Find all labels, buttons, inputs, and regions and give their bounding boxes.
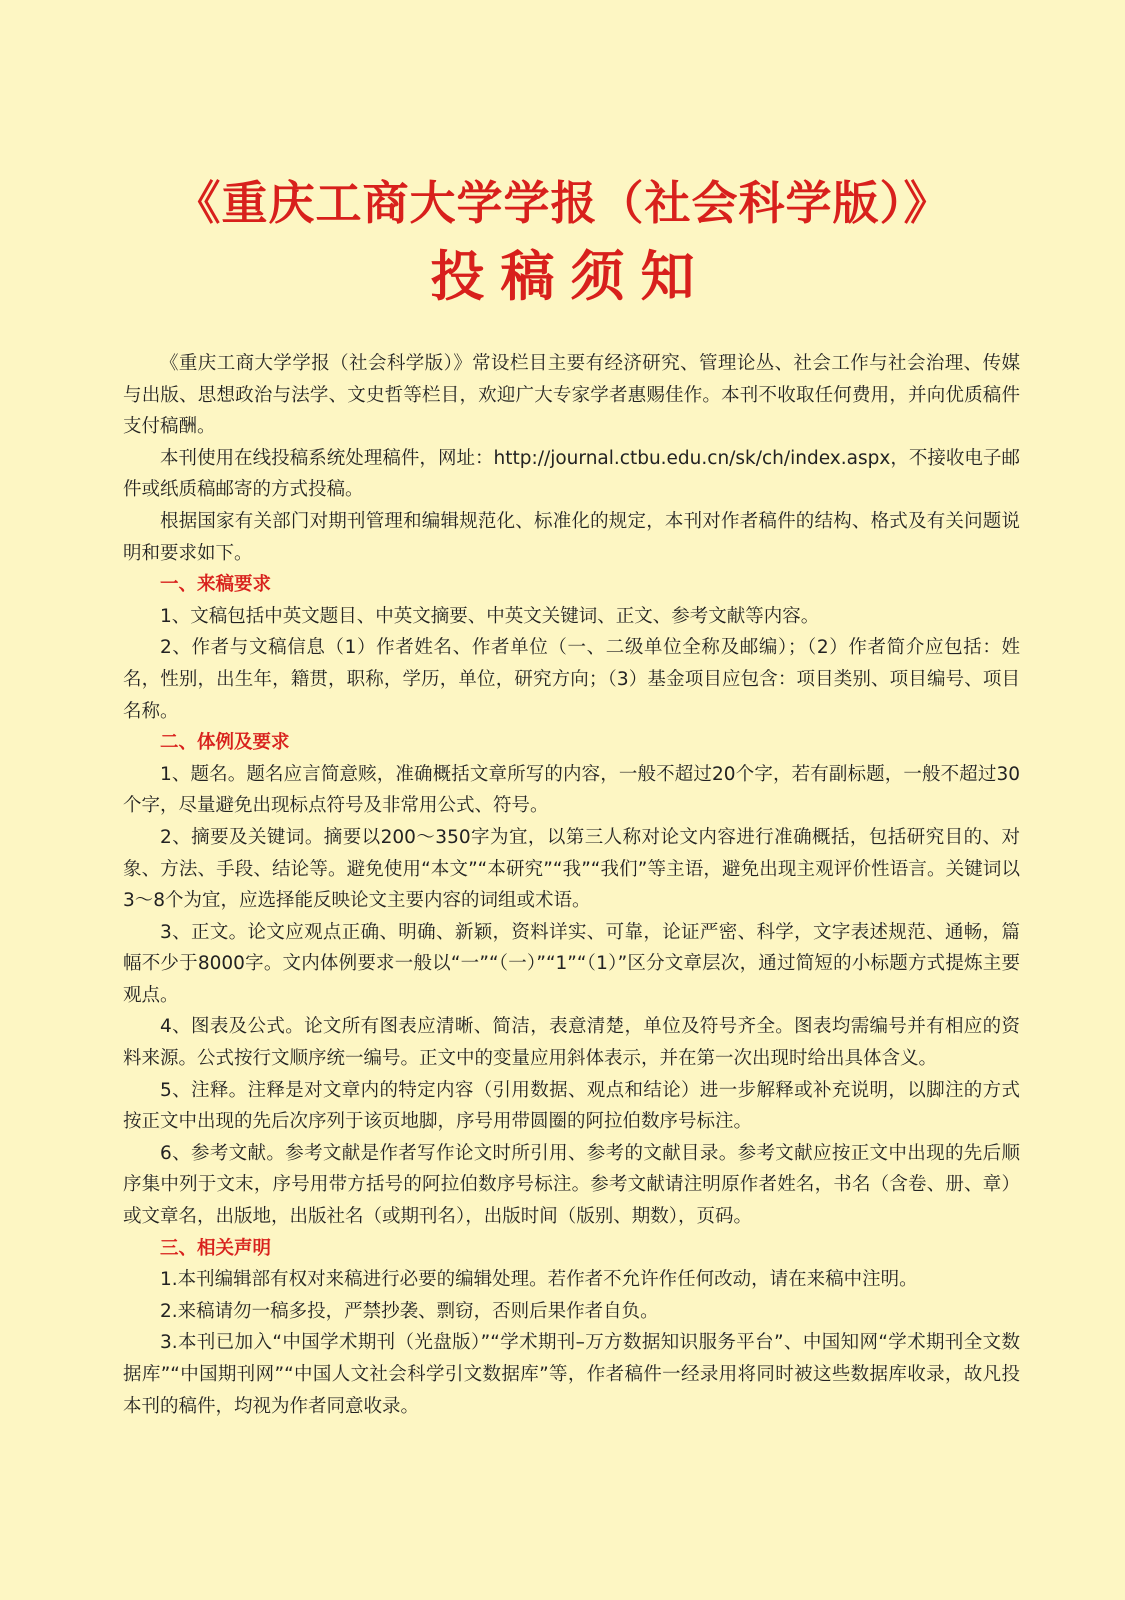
journal-title: 《重庆工商大学学报（社会科学版）》 (174, 176, 951, 230)
section-item: 1、题名。题名应言简意赅，准确概括文章所写的内容，一般不超过20个字，若有副标题，一般不超过30个字，尽量避免出现标点符号及非常用公式、符号。 (123, 763, 1020, 817)
section-item: 4、图表及公式。论文所有图表应清晰、简洁，表意清楚，单位及符号齐全。图表均需编号并有相应的资料来源。公式按行文顺序统一编号。正文中的变量应用斜体表示，并在第一次出现时给出具体含义。 (123, 1016, 1020, 1070)
section-item: 3、正文。论文应观点正确、明确、新颖，资料详实、可靠，论证严密、科学，文字表述规范、通畅，篇幅不少于8000字。文内体例要求一般以“一”“（一）”“1”“（1）”区分文章层次，通过简短的小标题方式提炼主要观点。 (123, 921, 1020, 1006)
section-item: 2、作者与文稿信息（1）作者姓名、作者单位（一、二级单位全称及邮编）；（2）作者简介应包括：姓名，性别，出生年，籍贯，职称，学历，单位，研究方向；（3）基金项目应包含：项目类别、项目编号、项目名称。 (123, 637, 1020, 722)
intro-paragraph-submission: 本刊使用在线投稿系统处理稿件，网址：http://journal.ctbu.edu.cn/sk/ch/index.aspx，不接收电子邮件或纸质稿邮寄的方式投稿。 (123, 447, 1020, 501)
section-item: 2、摘要及关键词。摘要以200～350字为宜，以第三人称对论文内容进行准确概括，包括研究目的、对象、方法、手段、结论等。避免使用“本文”“本研究”“我”“我们”等主语，避免出现主观评价性语言。关键词以3～8个为宜，应选择能反映论文主要内容的词组或术语。 (123, 826, 1020, 912)
title-block (0, 172, 1125, 312)
section-heading-format-requirements: 二、体例及要求 (160, 732, 290, 754)
section-item: 5、注释。注释是对文章内的特定内容（引用数据、观点和结论）进一步解释或补充说明，以脚注的方式按正文中出现的先后次序列于该页地脚，序号用带圆圈的阿拉伯数序号标注。 (123, 1079, 1020, 1133)
section-item: 1、文稿包括中英文题目、中英文摘要、中英文关键词、正文、参考文献等内容。 (160, 605, 820, 627)
section-heading-manuscript-requirements: 一、来稿要求 (160, 574, 272, 596)
intro-paragraph-columns: 《重庆工商大学学报（社会科学版）》常设栏目主要有经济研究、管理论丛、社会工作与社会治理、传媒与出版、思想政治与法学、文史哲等栏目，欢迎广大专家学者惠赐佳作。本刊不收取任何费用，并向优质稿件支付稿酬。 (123, 353, 1020, 438)
section-item: 2.来稿请勿一稿多投，严禁抄袭、剽窃，否则后果作者自负。 (160, 1300, 659, 1322)
intro-paragraph-requirements: 根据国家有关部门对期刊管理和编辑规范化、标准化的规定，本刊对作者稿件的结构、格式及有关问题说明和要求如下。 (123, 510, 1020, 564)
section-item: 3.本刊已加入“中国学术期刊（光盘版）”“学术期刊–万方数据知识服务平台”、中国知网“学术期刊全文数据库”“中国期刊网”“中国人文社会科学引文数据库”等，作者稿件一经录用将同时被这些数据库收录，故凡投本刊的稿件，均视为作者同意收录。 (123, 1332, 1020, 1417)
section-heading-statements: 三、相关声明 (160, 1237, 272, 1259)
section-item: 1.本刊编辑部有权对来稿进行必要的编辑处理。若作者不允许作任何改动，请在来稿中注明。 (160, 1269, 918, 1291)
section-item: 6、参考文献。参考文献是作者写作论文时所引用、参考的文献目录。参考文献应按正文中出现的先后顺序集中列于文末，序号用带方括号的阿拉伯数序号标注。参考文献请注明原作者姓名，书名（含卷、册、章）或文章名，出版地，出版社名（或期刊名），出版时间（版别、期数），页码。 (123, 1142, 1020, 1228)
document-body (123, 348, 1020, 1422)
notice-title: 投稿须知 (430, 245, 711, 308)
